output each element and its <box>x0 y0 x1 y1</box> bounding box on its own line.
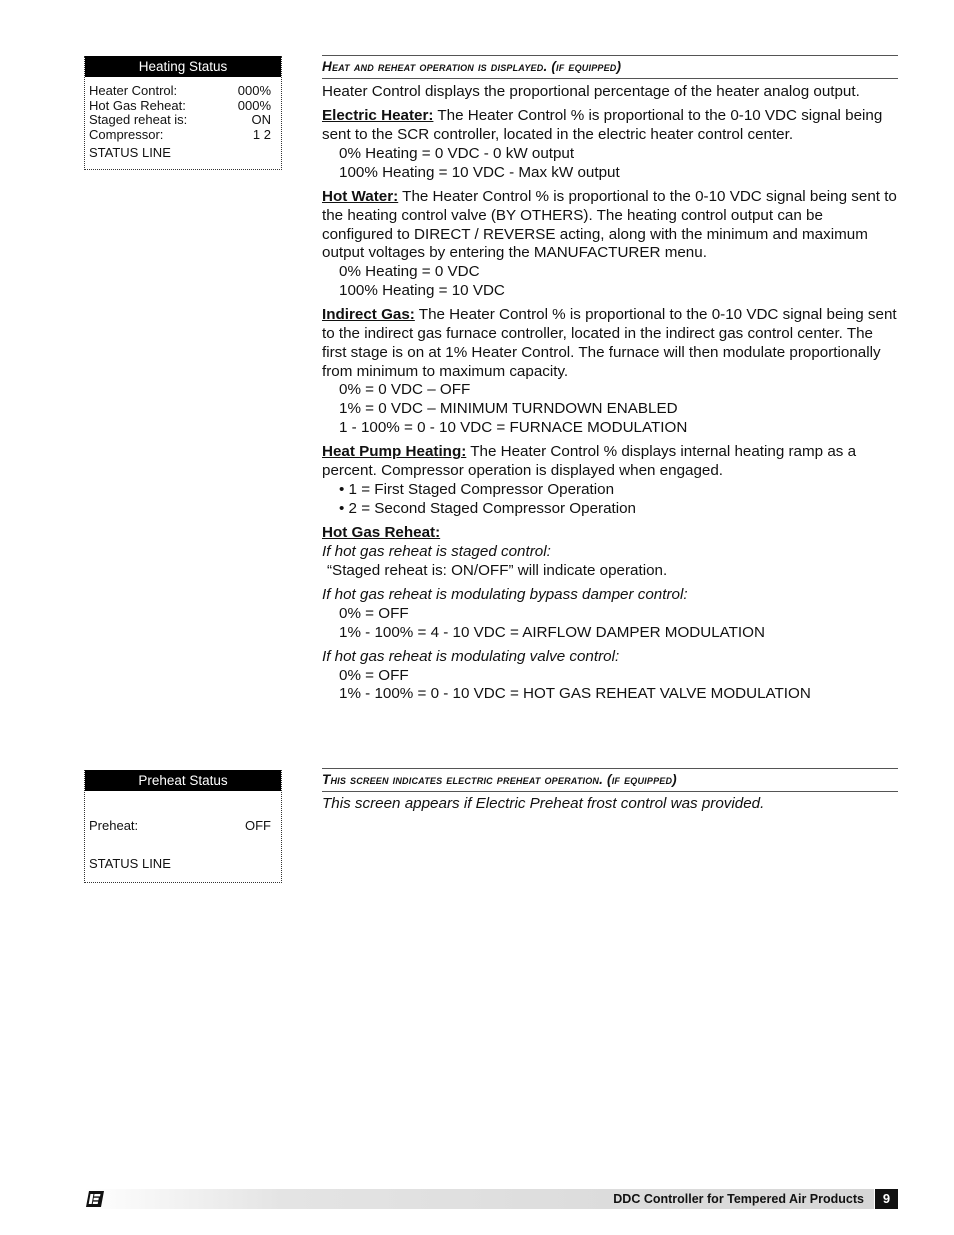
lcd-row-staged-reheat <box>85 113 281 128</box>
company-logo-icon <box>86 1191 104 1207</box>
preheat-section-header: This screen indicates electric preheat operation. (if equipped) <box>322 768 898 792</box>
hot-gas-valve-label: If hot gas reheat is modulating valve control: <box>322 647 620 665</box>
heat-section-header: Heat and reheat operation is displayed. (if equipped) <box>322 55 898 79</box>
indirect-gas-line: 1 - 100% = 0 - 10 VDC = FURNACE MODULATION <box>339 419 688 437</box>
hot-gas-reheat-term: Hot Gas Reheat: <box>322 524 441 542</box>
heat-section-body <box>322 83 898 710</box>
heat-intro: Heater Control displays the proportional percentage of the heater analog output. <box>322 83 860 100</box>
hot-gas-bypass-label: If hot gas reheat is modulating bypass damper control: <box>322 585 688 603</box>
lcd-label: Preheat: <box>89 818 139 833</box>
lcd-row-hot-gas-reheat <box>85 99 281 114</box>
lcd-label: Staged reheat is: <box>89 112 188 127</box>
hot-gas-valve-line: 1% - 100% = 0 - 10 VDC = HOT GAS REHEAT VALVE MODULATION <box>339 685 811 703</box>
lcd-status-line: STATUS LINE <box>89 855 171 871</box>
hot-gas-valve-paragraph <box>322 648 898 704</box>
heat-pump-text: The Heater Control % displays internal heating ramp as a percent. Compressor operation is displayed when engaged. <box>322 443 857 480</box>
lcd-row-heater-control <box>85 84 281 99</box>
lcd-value: ON <box>251 112 271 127</box>
heating-status-title: Heating Status <box>85 56 281 77</box>
lcd-label: Heater Control: <box>89 83 178 98</box>
lcd-row-compressor <box>85 128 281 143</box>
preheat-status-title: Preheat Status <box>85 770 281 791</box>
lcd-value: 000% <box>237 97 271 113</box>
hot-gas-reheat-paragraph <box>322 524 898 580</box>
heat-pump-line: • 1 = First Staged Compressor Operation <box>339 480 615 498</box>
indirect-gas-line: 1% = 0 VDC – MINIMUM TURNDOWN ENABLED <box>339 400 678 418</box>
footer-title: DDC Controller for Tempered Air Products <box>613 1192 864 1206</box>
lcd-value: OFF <box>245 818 271 833</box>
electric-line: 100% Heating = 10 VDC - Max kW output <box>339 163 620 181</box>
page-number: 9 <box>875 1189 898 1209</box>
hot-water-text: The Heater Control % is proportional to the 0-10 VDC signal being sent to the heating control valve (BY OTHERS). The heating control output can be configured to DIRECT / REVERSE acting, along with the minimum and maximum output voltages by entering the MANUFACTURER menu. <box>322 187 897 262</box>
lcd-label: Hot Gas Reheat: <box>89 97 186 113</box>
heat-pump-line: • 2 = Second Staged Compressor Operation <box>339 499 637 517</box>
electric-heater-paragraph <box>322 107 898 182</box>
lcd-value: 000% <box>237 83 271 98</box>
hot-gas-bypass-line: 1% - 100% = 4 - 10 VDC = AIRFLOW DAMPER MODULATION <box>339 623 765 641</box>
hot-water-term: Hot Water: <box>322 187 399 205</box>
indirect-gas-text: The Heater Control % is proportional to the 0-10 VDC signal being sent to the indirect gas furnace controller, located in the indirect gas control center. The first stage is on at 1% Heater Control. The furnace will then modulate proportionally from minimum to maximum capacity. <box>322 306 897 380</box>
indirect-gas-term: Indirect Gas: <box>322 306 415 324</box>
hot-water-line: 100% Heating = 10 VDC <box>339 281 505 299</box>
lcd-value: 1 2 <box>252 126 271 142</box>
hot-gas-bypass-line: 0% = OFF <box>339 604 409 622</box>
heating-status-screen <box>84 56 282 170</box>
lcd-row-preheat <box>85 819 281 834</box>
heat-pump-term: Heat Pump Heating: <box>322 443 467 461</box>
electric-line: 0% Heating = 0 VDC - 0 kW output <box>339 144 575 162</box>
heat-pump-paragraph <box>322 443 898 518</box>
hot-water-line: 0% Heating = 0 VDC <box>339 263 480 281</box>
electric-heater-text: The Heater Control % is proportional to the 0-10 VDC signal being sent to the SCR controller, located in the electric heater control center. <box>322 107 883 144</box>
indirect-gas-paragraph <box>322 306 898 438</box>
hot-water-paragraph <box>322 188 898 301</box>
electric-heater-term: Electric Heater: <box>322 107 434 125</box>
lcd-status-line: STATUS LINE <box>89 145 171 160</box>
hot-gas-staged-label: If hot gas reheat is staged control: <box>322 542 551 560</box>
preheat-status-screen <box>84 770 282 883</box>
indirect-gas-line: 0% = 0 VDC – OFF <box>339 381 471 399</box>
hot-gas-valve-line: 0% = OFF <box>339 666 409 684</box>
hot-gas-staged-line: “Staged reheat is: ON/OFF” will indicate operation. <box>327 561 668 579</box>
preheat-section-text: This screen appears if Electric Preheat frost control was provided. <box>322 795 765 812</box>
lcd-label: Compressor: <box>89 126 164 142</box>
hot-gas-bypass-paragraph <box>322 586 898 642</box>
